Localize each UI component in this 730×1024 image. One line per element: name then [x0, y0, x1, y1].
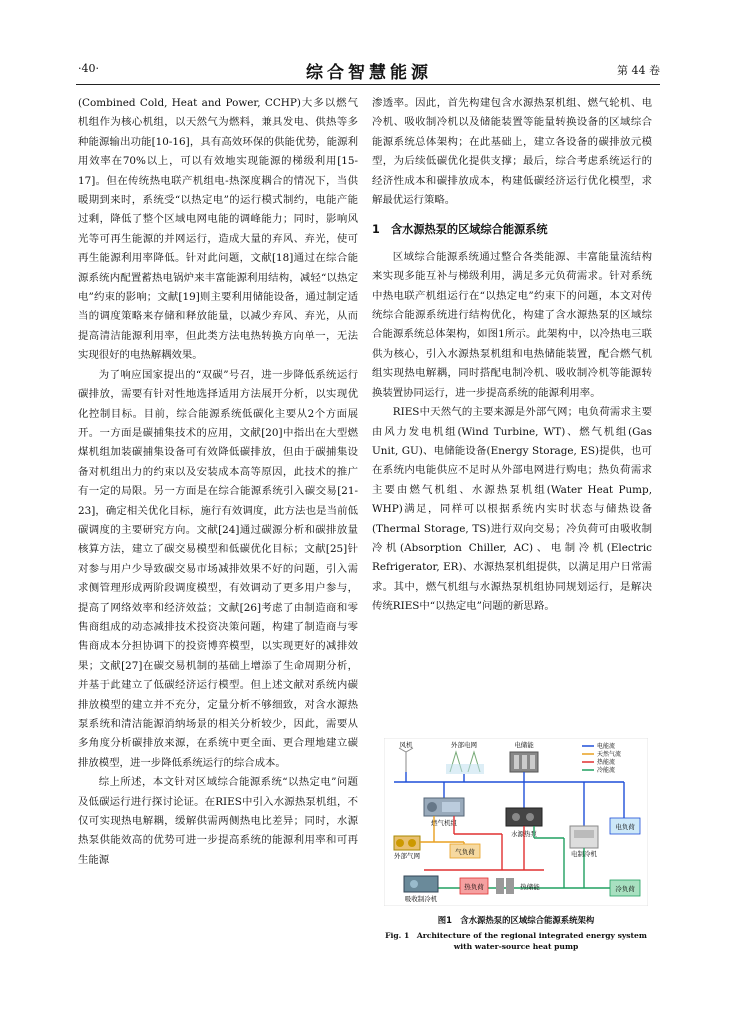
battery-icon	[510, 752, 538, 772]
paragraph: 综上所述，本文针对区域综合能源系统“以热定电”问题及低碳运行进行探讨论证。在RIES中引入水源热泵机组，不仅可实现热电解耦，缓解供需两侧热电比差异；同时，水源热泵供能效高的优势可进一步提高系统的能源利用率和可再生能源	[78, 776, 358, 866]
legend-item: 电能流	[597, 743, 616, 750]
grid-label: 外部电网	[451, 741, 477, 749]
storage-label: 电储能	[514, 741, 534, 749]
journal-title: 综合智慧能源	[306, 63, 432, 83]
left-column	[78, 94, 358, 870]
elec-chiller-label: 电制冷机	[571, 850, 597, 858]
heat-storage-label: 热储能	[520, 883, 540, 891]
section-heading: 1 含水源热泵的区域综合能源系统	[372, 223, 548, 237]
electric-chiller-icon	[570, 826, 598, 848]
legend-item: 冷能流	[597, 767, 616, 774]
absorption-chiller-icon	[404, 876, 438, 892]
heat-load-label: 热负荷	[464, 883, 484, 891]
gas-unit-label: 燃气机组	[431, 819, 457, 827]
heat-pump-label: 水源热泵	[511, 830, 537, 838]
elec-load-label: 电负荷	[615, 823, 635, 831]
page-number: ·40·	[78, 62, 99, 75]
legend-item: 天然气流	[597, 751, 622, 758]
paragraph: (Combined Cold, Heat and Power, CCHP)大多以燃气机组作为核心机组，以天然气为燃料，兼具发电、供热等多种能源输出功能[10-16]，具有高效环保的供能优势，能源利用效率在70%以上，可以有效地实现能源的梯级利用[15-17]。但在传统热电联产机组电-热深度耦合的情况下，当供暖期到来时，系统受“以热定电”的运行模式制约，电能产能过剩，降低了整个区域电网电能的调峰能力；同时，影响风光等可再生能源的并网运行，造成大量的弃风、弃光，使可再生能源利用率降低。针对此问题，文献[18]通过在综合能源系统内配置蓄热电锅炉来丰富能源利用结构，减轻“以热定电”约束的影响；文献[19]则主要利用储能设备，通过制定适当的调度策略来存储和释放能量，以减少弃风、弃光，从而提高清洁能源利用率，但此类方法电热转换方向单一，无法实现很好的电热解耦效果。	[78, 97, 358, 362]
volume-label: 第 44 卷	[617, 64, 660, 77]
paragraph: 区域综合能源系统通过整合各类能源、丰富能量流结构来实现多能互补与梯级利用，满足多元负荷需求。针对系统中热电联产机组运行在“以热定电”约束下的问题，本文对传统综合能源系统进行结构优化，构建了含水源热泵的区域综合能源系统总体架构，如图1所示。此架构中，以冷热电三联供为核心，引入水源热泵机组和电热储能装置，配合燃气机组实现热电解耦，同时搭配电制冷机、吸收制冷机等能源转换装置协同运行，进一步提高系统的能源利用率。	[372, 250, 652, 399]
gas-unit-icon	[424, 798, 464, 816]
paragraph: 为了响应国家提出的“双碳”号召，进一步降低系统运行碳排放，需要有针对性地选择适用方法展开分析，以实现优化控制目标。目前，综合能源系统低碳化主要从2个方面展开。一方面是碳捕集技术的应用，文献[20]中指出在大型燃煤机组加装碳捕集设备可有效降低碳排放，但由于碳捕集设备对机组出力的约束以及安装成本高等原因，此技术的推广有一定的局限。另一方面是在综合能源系统引入碳交易[21-23]，确定相关优化目标，施行有效调度，此方法也是当前低碳调度的主要研究方向。文献[24]通过碳源分析和碳排放量核算方法，建立了碳交易模型和低碳优化目标；文献[25]针对参与用户少导致碳交易市场减排效果不好的问题，引入需求侧管理形成两阶段调度模型，有效调动了更多用户参与，提高了网络效率和经济效益；文献[26]考虑了由制造商和零售商组成的动态减排技术投资决策问题，构建了制造商与零售商成本分担协调下的投资博弈模型，以实现更好的减排效果；文献[27]在碳交易机制的基础上增添了生命周期分析，并基于此建立了低碳经济运行模型。但上述文献对系统内碳排放模型的建立并不充分，定量分析不够细致，对含水源热泵系统和清洁能源消纳场景的相关分析较少，因此，需要从多角度分析碳排放来源，在系统中更全面、更合理地建立碳排放模型，进一步降低系统运行的综合成本。	[78, 368, 358, 769]
figure-caption-cn: 图1 含水源热泵的区域综合能源系统架构	[437, 915, 595, 925]
legend-item: 热能流	[597, 759, 616, 766]
gas-network-icon	[394, 836, 420, 850]
gas-network-label: 外部气网	[394, 852, 420, 860]
absorption-chiller-label: 吸收制冷机	[404, 895, 438, 903]
gas-load-label: 气负荷	[455, 848, 475, 856]
figure-caption-en: Fig. 1 Architecture of the regional integrated energy system with water-source heat pump	[385, 931, 647, 951]
wind-label: 风机	[399, 741, 413, 749]
paragraph: 渗透率。因此，首先构建包含水源热泵机组、燃气轮机、电冷机、吸收制冷机以及储能装置等能量转换设备的区域综合能源系统总体架构；在此基础上，建立各设备的碳排放元模型，为后续低碳优化提供支撑；最后，综合考虑系统运行的经济性成本和碳排放成本，构建低碳经济运行优化模型，求解最优运行策略。	[372, 97, 652, 207]
system-architecture-diagram	[384, 738, 648, 906]
running-header	[78, 58, 660, 82]
right-column	[372, 94, 652, 617]
paragraph: RIES中天然气的主要来源是外部气网；电负荷需求主要由风力发电机组(Wind Turbine, WT)、燃气机组(Gas Unit, GU)、电储能设备(Energy Storage, ES)提供，也可在系统内电能供应不足时从外部电网进行购电；热负荷需求主要由燃气机组、水源热泵机组(Water Heat Pump, WHP)满足，同样可以根据系统内实时状态与储热设备(Thermal Storage, TS)进行双向交易；冷负荷可由吸收制冷机(Absorption Chiller, AC)、电制冷机(Electric Refrigerator, ER)、水源热泵机组提供，以满足用户日常需求。其中，燃气机组与水源热泵机组协同规划运行，是解决传统RIES中“以热定电”问题的新思路。	[372, 406, 652, 613]
header-rule	[76, 84, 660, 85]
heat-pump-icon	[506, 808, 542, 826]
cold-load-label: 冷负荷	[615, 885, 635, 893]
figure-1	[384, 738, 648, 958]
